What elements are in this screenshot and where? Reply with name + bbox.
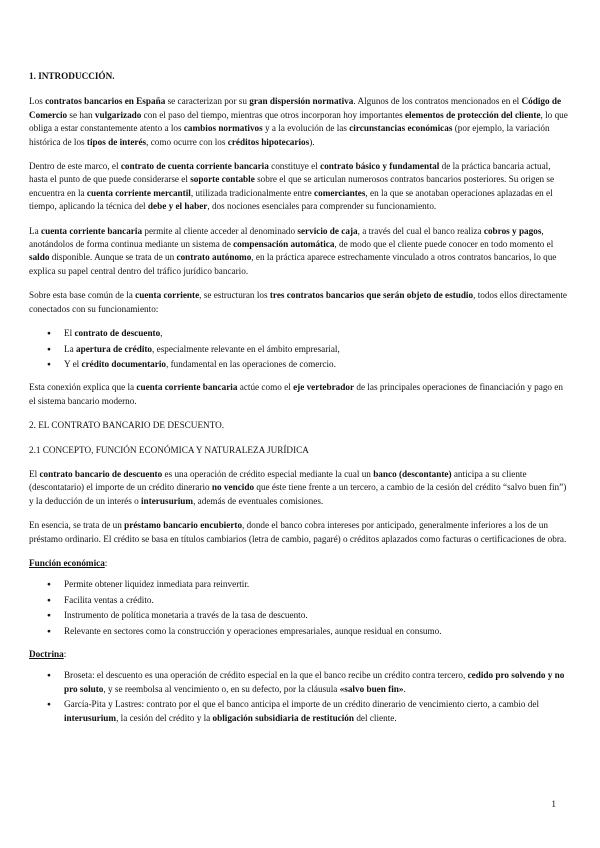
text-run: , a través del cual el banco realiza bbox=[357, 225, 484, 236]
bold-text: cedido pro solvendo y no pro soluto bbox=[64, 670, 565, 694]
text-run: La bbox=[64, 343, 76, 354]
list-item: ● Instrumento de política monetaria a través de la tasa de descuento. bbox=[64, 609, 570, 622]
bold-text: contrato de descuento bbox=[74, 328, 161, 339]
bold-text: cuenta corriente bbox=[135, 290, 200, 301]
text-run: , utilizada tradicionalmente entre bbox=[190, 187, 315, 198]
bold-text: Código de Comercio bbox=[29, 96, 562, 120]
list-item bbox=[64, 343, 570, 356]
text-run: permite al cliente acceder al denominado bbox=[142, 225, 298, 236]
intro-paragraph-5 bbox=[29, 381, 570, 408]
text-run: (por ejemplo, la variación histórica de los bbox=[29, 123, 550, 147]
bold-text: elementos de protección del cliente bbox=[404, 109, 541, 120]
text-run: de la práctica bancaria actual, hasta el punto de que puede considerarse el bbox=[29, 161, 551, 185]
bold-text: comerciantes bbox=[314, 187, 366, 198]
text-run: El bbox=[29, 468, 40, 479]
text-run: , de modo que el cliente puede conocer en todo momento el bbox=[334, 239, 554, 250]
bold-text: contrato básico y fundamental bbox=[320, 161, 440, 172]
bold-text: «salvo buen fin» bbox=[339, 683, 404, 694]
text-run: sobre el que se articulan numerosos contratos bancarios posteriores. Su origen se encuentra en la bbox=[29, 174, 555, 198]
doctrine-label: Doctrina: bbox=[29, 649, 67, 659]
text-run: anticipa a su cliente (descontatario) el importe de un crédito dinerario bbox=[29, 468, 527, 493]
list-item: ● Facilita ventas a crédito. bbox=[64, 594, 570, 607]
section-2-heading: 2. EL CONTRATO BANCARIO DE DESCUENTO. bbox=[29, 420, 225, 431]
bold-text: cuenta corriente bancaria bbox=[41, 225, 143, 236]
bold-text: cuenta corriente mercantil bbox=[86, 187, 191, 198]
text-run: Dentro de este marco, el bbox=[29, 161, 121, 172]
text-run: Sobre esta base común de la bbox=[29, 290, 136, 301]
bold-text: soporte contable bbox=[190, 174, 255, 185]
economic-function-list bbox=[29, 578, 570, 638]
bold-text: contrato autónomo bbox=[176, 252, 252, 263]
intro-paragraph-3 bbox=[29, 225, 570, 279]
text-run: , dos nociones esenciales para comprender su funcionamiento. bbox=[207, 201, 437, 212]
text-run: La bbox=[29, 225, 41, 236]
text-run: , como ocurre con los bbox=[146, 136, 228, 147]
bold-text: contrato bancario de descuento bbox=[39, 468, 163, 479]
intro-paragraph-2 bbox=[29, 160, 570, 214]
bold-text: obligación subsidiaria de restitución bbox=[212, 712, 355, 723]
bold-text: eje vertebrador bbox=[293, 382, 355, 393]
bold-text: banco (descontante) bbox=[373, 468, 452, 479]
bold-text: crédito documentario bbox=[81, 358, 166, 369]
list-item: ● Relevante en sectores como la construcción y operaciones empresariales, aunque residual en consumo. bbox=[64, 625, 570, 638]
text-run: . bbox=[403, 683, 406, 694]
text-run: y a la evolución de las bbox=[262, 123, 350, 134]
text-run: Esta conexión explica que la bbox=[29, 382, 137, 393]
list-item bbox=[64, 327, 570, 340]
text-run: Y el bbox=[64, 358, 82, 369]
bold-text: cobros y pagos bbox=[483, 225, 542, 236]
text-run: constituye el bbox=[268, 161, 321, 172]
bold-text: saldo bbox=[29, 252, 50, 263]
page-number: 1 bbox=[551, 799, 556, 809]
text-run: de las principales operaciones de financiación y pago en el sistema bancario moderno. bbox=[29, 382, 563, 406]
list-item bbox=[64, 358, 570, 371]
text-run: actúe como el bbox=[237, 382, 294, 393]
text-run: , especialmente relevante en el ámbito empresarial, bbox=[152, 343, 340, 354]
text-run: ). bbox=[309, 136, 315, 147]
text-run: es una operación de crédito especial mediante la cual un bbox=[162, 468, 374, 479]
text-run: se han bbox=[67, 109, 95, 120]
list-item bbox=[64, 669, 570, 696]
text-run: En esencia, se trata de un bbox=[29, 520, 125, 531]
bold-text: no vencido bbox=[211, 482, 255, 493]
text-run: , todos ellos directamente conectados con su funcionamiento: bbox=[29, 290, 567, 314]
text-run: que éste tiene frente a un tercero, a cambio de la cesión del crédito “salvo buen fin”) y la deducción de un interés o bbox=[29, 482, 567, 506]
text-run: . Algunos de los contratos mencionados en el bbox=[353, 96, 522, 107]
text-run: García-Pita y Lastres: contrato por el que el banco anticipa el importe de un crédito dinerario de vencimiento cierto, a cambio del bbox=[64, 699, 540, 710]
text-run: Broseta: el descuento es una operación de crédito especial en la que el banco recibe un crédito contra tercero, bbox=[64, 670, 468, 681]
text-run: , lo que obliga a estar constantemente atento a los bbox=[29, 109, 568, 134]
text-run: , bbox=[160, 328, 163, 339]
discount-paragraph-2 bbox=[29, 519, 570, 546]
bold-text: servicio de caja bbox=[297, 225, 358, 236]
text-run: , fundamental en las operaciones de comercio. bbox=[166, 358, 336, 369]
bold-text: interusurium bbox=[64, 712, 117, 723]
bold-text: tres contratos bancarios que serán objeto de estudio bbox=[269, 290, 474, 301]
section-2-1-heading: 2.1 CONCEPTO, FUNCIÓN ECONÓMICA Y NATURALEZA JURÍDICA bbox=[29, 444, 309, 455]
text-run: , anotándolos de forma continua mediante un sistema de bbox=[29, 225, 544, 250]
bold-text: créditos hipotecarios bbox=[227, 136, 310, 147]
bold-text: debe y el haber bbox=[147, 201, 208, 212]
bold-text: circunstancias económicas bbox=[349, 123, 453, 134]
text-run: , además de eventuales comisiones. bbox=[193, 495, 324, 506]
discount-paragraph-1 bbox=[29, 468, 570, 508]
list-item: ● Permite obtener liquidez inmediata para reinvertir. bbox=[64, 578, 570, 591]
bold-text: apertura de crédito bbox=[76, 343, 153, 354]
text-run: , la cesión del crédito y la bbox=[116, 712, 213, 723]
bold-text: vulgarizado bbox=[94, 109, 142, 120]
text-run: con el paso del tiempo, mientras que otros incorporan hoy importantes bbox=[141, 109, 405, 120]
text-run: disponible. Aunque se trata de un bbox=[49, 252, 177, 263]
text-run: El bbox=[64, 328, 75, 339]
bold-text: tipos de interés bbox=[86, 136, 147, 147]
bold-text: préstamo bancario encubierto bbox=[124, 520, 243, 531]
text-run: , en la que se anotaban operaciones aplazadas en el tiempo, aplicando la técnica del bbox=[29, 187, 553, 212]
list-item bbox=[64, 698, 570, 725]
text-run: , donde el banco cobra intereses por anticipado, generalmente inferiores a los de un préstamo ordinario. El crédito se basa en títulos cambiarios (letra de cambio, pagaré) o créditos aplazados como facturas o certificaciones de obra. bbox=[29, 520, 567, 544]
bold-text: contratos bancarios en España bbox=[45, 96, 166, 107]
intro-paragraph-4 bbox=[29, 289, 570, 316]
text-run: , en la práctica aparece estrechamente vinculado a otros contratos bancarios, lo que explica su papel central dentro del tráfico jurídico bancario. bbox=[29, 252, 557, 276]
bold-text: compensación automática bbox=[233, 239, 335, 250]
section-1-heading: 1. INTRODUCCIÓN. bbox=[29, 71, 115, 81]
text-run: Los bbox=[29, 96, 46, 107]
bold-text: contrato de cuenta corriente bancaria bbox=[120, 161, 269, 172]
intro-paragraph-1 bbox=[29, 95, 570, 149]
economic-function-label: Función económica: bbox=[29, 557, 108, 568]
contracts-list bbox=[29, 327, 570, 371]
bold-text: cambios normativos bbox=[183, 123, 263, 134]
text-run: , y se reembolsa al vencimiento o, en su defecto, por la cláusula bbox=[103, 683, 340, 694]
text-run: , se estructuran los bbox=[199, 290, 270, 301]
bold-text: gran dispersión normativa bbox=[249, 96, 354, 107]
text-run: se caracterizan por su bbox=[165, 96, 250, 107]
text-run: del cliente. bbox=[354, 712, 397, 723]
bold-text: cuenta corriente bancaria bbox=[136, 382, 238, 393]
bold-text: interusurium bbox=[141, 495, 194, 506]
doctrine-list bbox=[29, 669, 570, 725]
